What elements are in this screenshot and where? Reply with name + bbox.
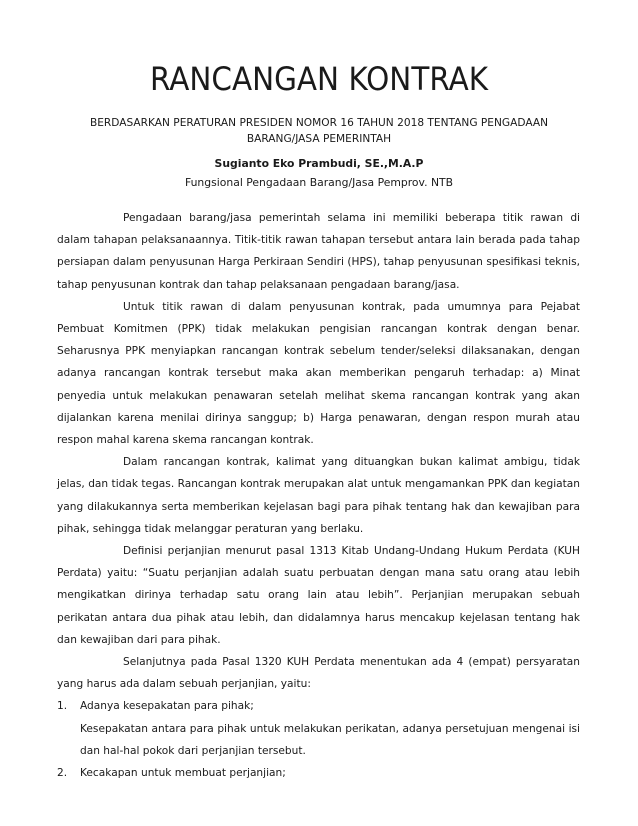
document-title: RANCANGAN KONTRAK bbox=[149, 60, 489, 98]
author-affiliation: Fungsional Pengadaan Barang/Jasa Pemprov. NTB bbox=[184, 176, 454, 189]
list-item-description: Kesepakatan antara para pihak untuk melakukan perikatan, adanya persetujuan mengenai isi dan hal-hal pokok dari perjanjian tersebut. bbox=[80, 722, 580, 757]
list-item-label: Kecakapan untuk membuat perjanjian; bbox=[80, 767, 286, 780]
paragraph: Definisi perjanjian menurut pasal 1313 Kitab Undang-Undang Hukum Perdata (KUH Perdata) yaitu: “Suatu perjanjian adalah suatu perbuatan dengan mana satu orang atau lebih mengikatkan dirinya terhadap satu orang lain atau lebih”. Perjanjian merupakan sebuah perikatan antara dua pihak atau lebih, dan didalamnya harus mencakup kejelasan tentang hak dan kewajiban dari para pihak. bbox=[57, 545, 580, 646]
list-item-number: 2. bbox=[57, 767, 68, 780]
list-item bbox=[57, 762, 580, 784]
author-name: Sugianto Eko Prambudi, SE.,M.A.P bbox=[214, 157, 424, 170]
paragraph: Selanjutnya pada Pasal 1320 KUH Perdata menentukan ada 4 (empat) persyaratan yang harus ada dalam sebuah perjanjian, yaitu: bbox=[57, 656, 580, 691]
paragraph: Pengadaan barang/jasa pemerintah selama ini memiliki beberapa titik rawan di dalam tahapan pelaksanaannya. Titik-titik rawan tahapan tersebut antara lain berada pada tahap persiapan dalam penyusunan Harga Perkiraan Sendiri (HPS), tahap penyusunan spesifikasi teknis, tahap penyusunan kontrak dan tahap pelaksanaan pengadaan barang/jasa. bbox=[57, 212, 580, 291]
list-item-label: Adanya kesepakatan para pihak; bbox=[80, 700, 254, 713]
paragraph: Dalam rancangan kontrak, kalimat yang dituangkan bukan kalimat ambigu, tidak jelas, dan tidak tegas. Rancangan kontrak merupakan alat untuk mengamankan PPK dan kegiatan yang dilakukannya serta memberikan kejelasan bagi para pihak tentang hak dan kewajiban para pihak, sehingga tidak melanggar peraturan yang berlaku. bbox=[57, 456, 580, 535]
list-item-number: 1. bbox=[57, 700, 68, 713]
list-item bbox=[57, 695, 580, 762]
document-subtitle: BERDASARKAN PERATURAN PRESIDEN NOMOR 16 TAHUN 2018 TENTANG PENGADAAN BARANG/JASA PEMERINTAH bbox=[89, 117, 549, 145]
requirements-list bbox=[57, 695, 580, 784]
document-body bbox=[57, 207, 580, 784]
paragraph: Untuk titik rawan di dalam penyusunan kontrak, pada umumnya para Pejabat Pembuat Komitmen (PPK) tidak melakukan pengisian rancangan kontrak dengan benar. Seharusnya PPK menyiapkan rancangan kontrak sebelum tender/seleksi dilaksanakan, dengan adanya rancangan kontrak tersebut maka akan memberikan pengaruh terhadap: a) Minat penyedia untuk melakukan penawaran setelah melihat skema rancangan kontrak yang akan dijalankan karena menilai dirinya sanggup; b) Harga penawaran, dengan respon murah atau respon mahal karena skema rancangan kontrak. bbox=[57, 300, 580, 447]
